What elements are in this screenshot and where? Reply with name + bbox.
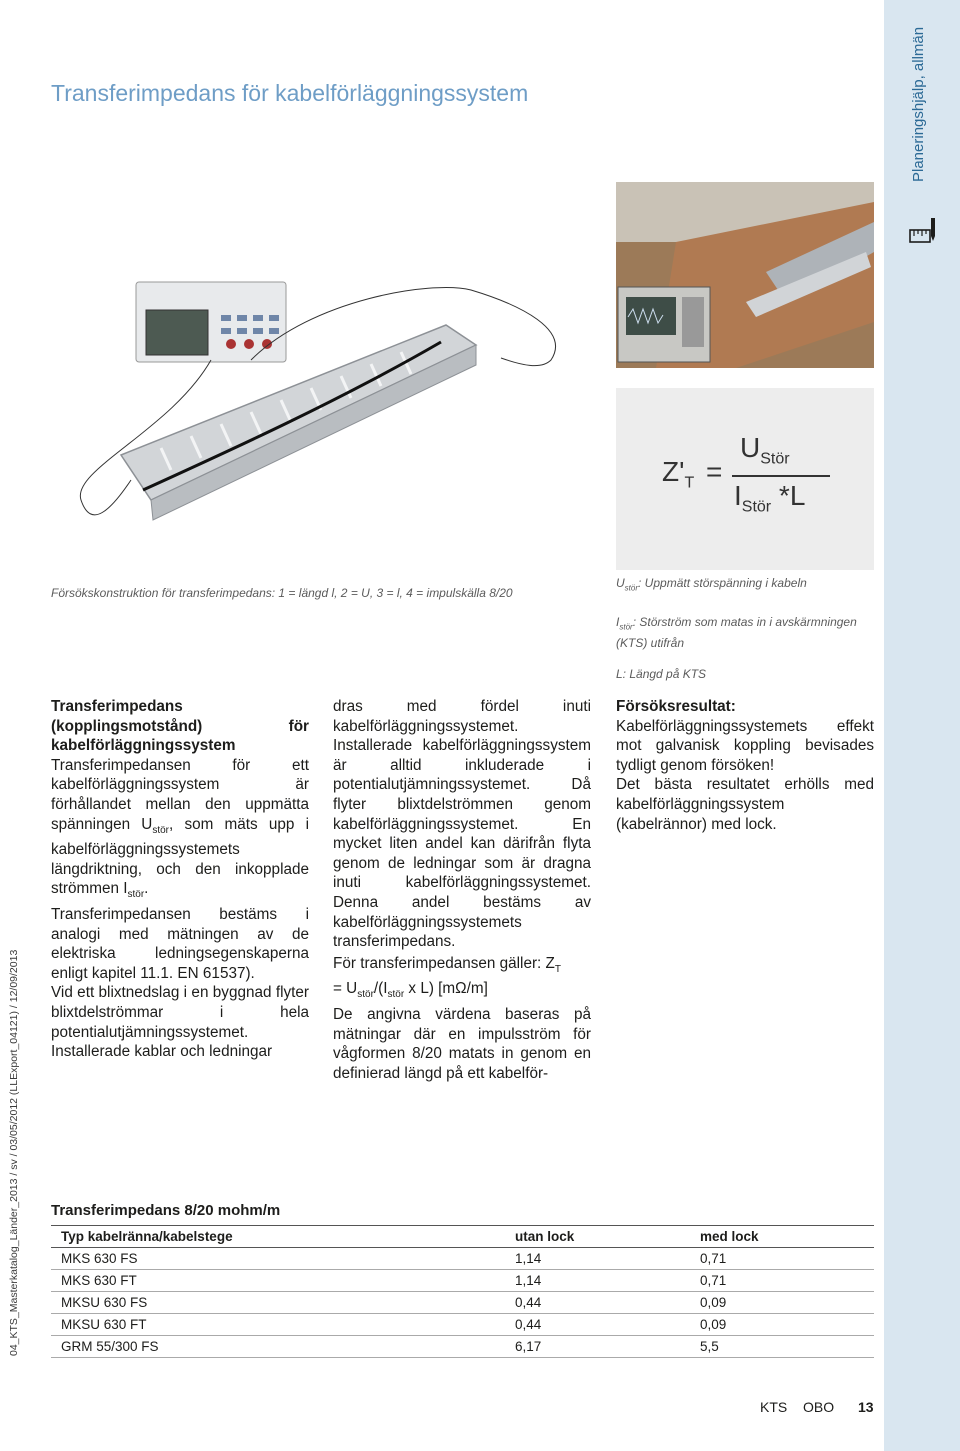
- col-header-without-lid: utan lock: [505, 1226, 690, 1248]
- ruler-pencil-icon: [908, 216, 936, 244]
- results-heading: Försöksresultat:: [616, 698, 736, 715]
- paragraph: Transferimpedansen bestäms i analogi med mätningen av de elektriska ledningsegenskaperna enligt kapitel 11.1. EN 61537).: [51, 906, 309, 982]
- test-setup-figure: [51, 270, 581, 560]
- legend-i: $I_{stör}$: Störström som matas in i avskärmningen (KTS) utifrån: [616, 615, 857, 651]
- formula-box: [616, 388, 874, 570]
- cell-type: GRM 55/300 FS: [51, 1336, 505, 1358]
- paragraph: dras med fördel inuti kabelförläggningssystemet. Installerade kabelförläggningssystem är alltid inkluderade i potentialutjämningssystemet. Då flyter blixtdelströmmen genom kabelförläggningssystemet. En mycket liten andel kan därifrån flyta genom de ledningar som är dragna inuti kabelförläggningssystemet. Denna andel bestäms av kabelförläggningssystemets transferimpedans.: [333, 698, 591, 951]
- cell-with-lid: 5,5: [690, 1336, 874, 1358]
- paragraph: Vid ett blixtnedslag i en byggnad flyter blixtdelströmmar i hela potentialutjämningssystemet.: [51, 984, 309, 1041]
- formula-lhs: $Z'_T$ =: [662, 456, 723, 492]
- paragraph: Det bästa resultatet erhölls med kabelförläggningssystem (kabelrännor) med lock.: [616, 776, 874, 833]
- cell-without-lid: 0,44: [505, 1314, 690, 1336]
- text-column-3: [616, 697, 874, 834]
- cell-with-lid: 0,71: [690, 1270, 874, 1292]
- cell-type: MKS 630 FT: [51, 1270, 505, 1292]
- footer-brand-kts: KTS: [760, 1399, 788, 1415]
- table-row: [51, 1248, 874, 1270]
- cell-type: MKSU 630 FT: [51, 1314, 505, 1336]
- col-header-type: Typ kabelränna/kabelstege: [51, 1226, 505, 1248]
- paragraph: För transferimpedansen gäller: $Z_T$: [333, 954, 562, 975]
- cell-with-lid: 0,09: [690, 1314, 874, 1336]
- paragraph: Kabelförläggningssystemets effekt mot galvanisk koppling bevisades tydligt genom försöken!: [616, 717, 874, 774]
- cell-without-lid: 1,14: [505, 1270, 690, 1292]
- page-number: 13: [858, 1399, 874, 1415]
- table-title: Transferimpedans 8/20 mohm/m: [51, 1202, 281, 1219]
- cell-without-lid: 6,17: [505, 1336, 690, 1358]
- table-row: [51, 1270, 874, 1292]
- page-title: Transferimpedans för kabelförläggningssystem: [51, 80, 529, 106]
- cell-without-lid: 1,14: [505, 1248, 690, 1270]
- legend-u: $U_{stör}$: Uppmätt störspänning i kabeln: [616, 576, 807, 593]
- lab-photo: [616, 182, 874, 368]
- text-column-2: [333, 697, 591, 1083]
- cell-type: MKS 630 FS: [51, 1248, 505, 1270]
- cell-with-lid: 0,09: [690, 1292, 874, 1314]
- fraction-bar: [732, 475, 830, 477]
- sidebar-label: Planeringshjälp, allmän: [910, 26, 927, 182]
- paragraph: Transferimpedansen för ett kabelförläggningssystem är förhållandet mellan den uppmätta spänningen $U_{stör}$, som mäts upp i kabelförläggningssystemets längdriktning, och den inkopplade strömmen $I_{stör}$.: [51, 756, 309, 901]
- table-row: [51, 1336, 874, 1358]
- footer-brand-obo: OBO: [803, 1399, 835, 1415]
- table-header-row: [51, 1226, 874, 1248]
- legend-l: L: Längd på KTS: [616, 667, 707, 681]
- table-row: [51, 1314, 874, 1336]
- cell-without-lid: 0,44: [505, 1292, 690, 1314]
- section-heading: Transferimpedans (kopplingsmotstånd) för kabelförläggningssystem: [51, 698, 309, 755]
- formula-line: = $U_{stör}/(I_{stör}$ x L) [mΩ/m]: [333, 980, 488, 1001]
- paragraph: De angivna värdena baseras på mätningar där en impulsström för vågformen 8/20 matats in genom en definierad längd på ett kabelför-: [333, 1006, 591, 1082]
- cell-with-lid: 0,71: [690, 1248, 874, 1270]
- impedance-table: [51, 1225, 874, 1358]
- text-column-1: [51, 697, 309, 1062]
- cell-type: MKSU 630 FS: [51, 1292, 505, 1314]
- formula-denominator: $I_{Stör}$ *L: [734, 480, 806, 516]
- paragraph: Installerade kablar och ledningar: [51, 1043, 273, 1061]
- catalog-meta: 04_KTS_Masterkatalog_Länder_2013 / sv / 03/05/2012 (LLExport_04121) / 12/09/2013: [8, 949, 20, 1356]
- table-row: [51, 1292, 874, 1314]
- formula-numerator: $U_{Stör}$: [740, 432, 790, 468]
- figure-caption: Försökskonstruktion för transferimpedans: 1 = längd l, 2 = U, 3 = l, 4 = impulskälla 8/20: [51, 586, 513, 600]
- col-header-with-lid: med lock: [690, 1226, 874, 1248]
